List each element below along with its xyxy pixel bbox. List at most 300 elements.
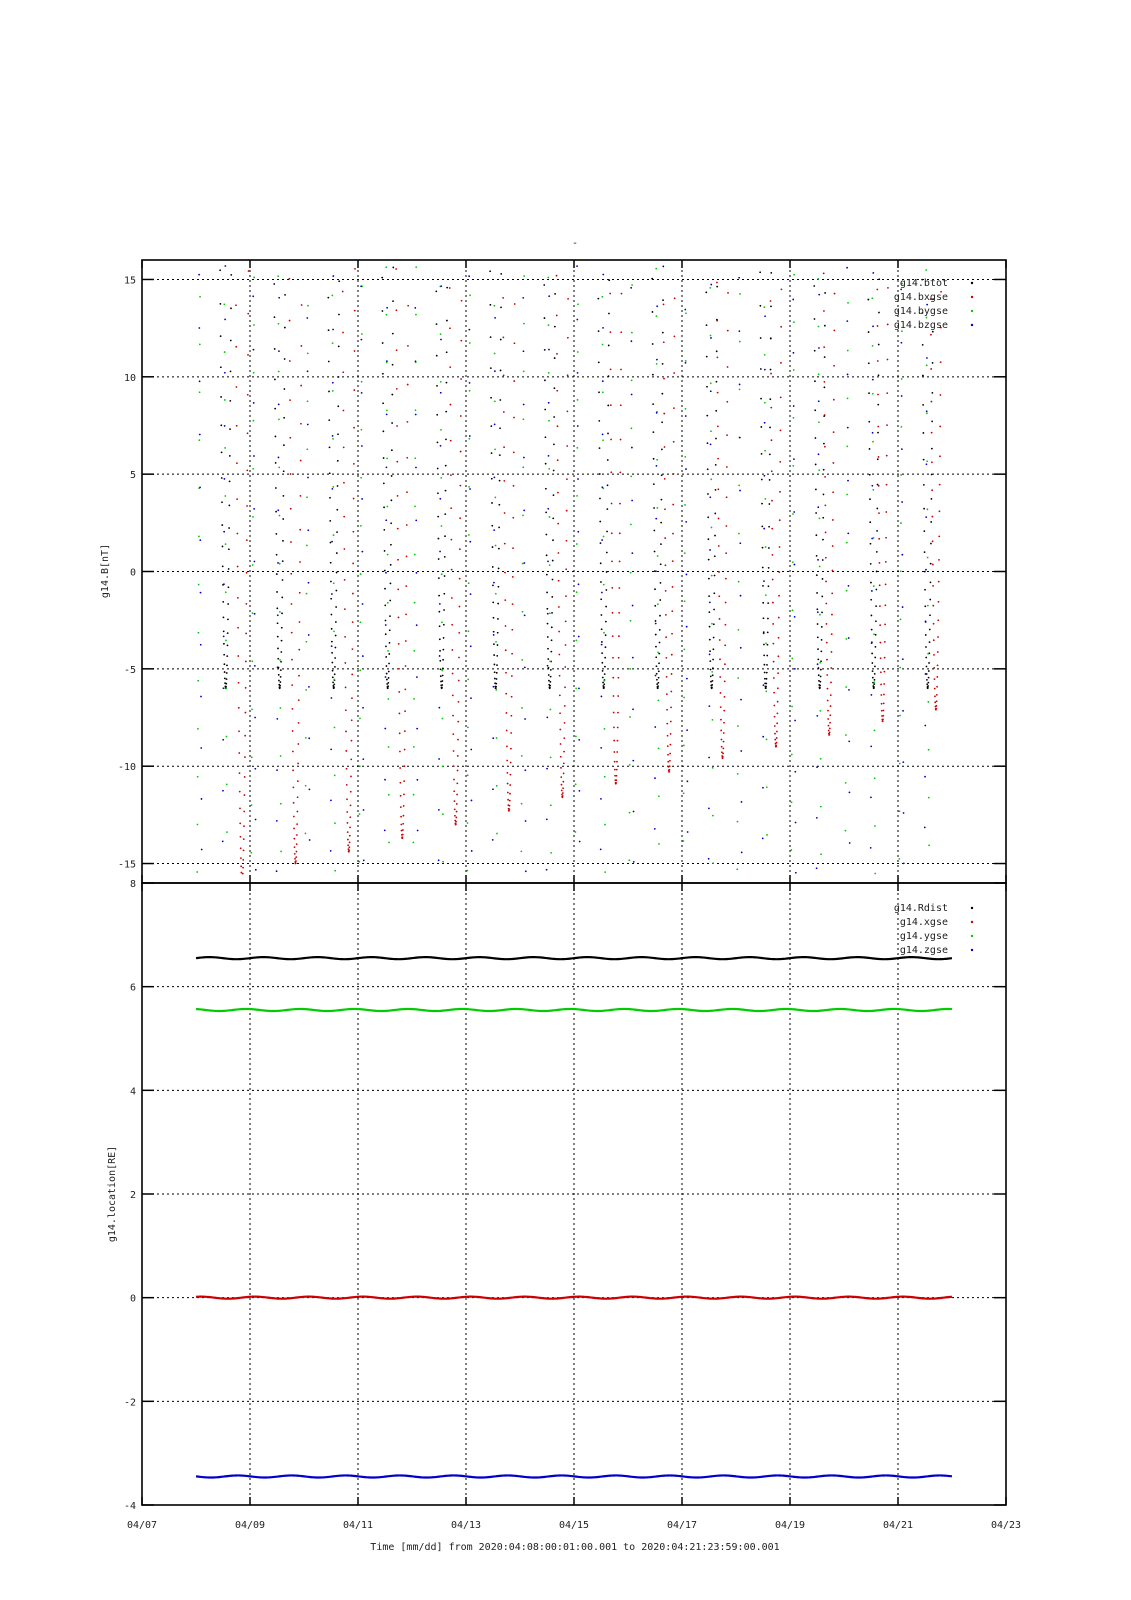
data-point xyxy=(561,790,563,792)
data-point xyxy=(793,405,795,407)
data-point xyxy=(628,859,630,861)
data-point xyxy=(290,508,292,510)
data-point xyxy=(440,339,442,341)
data-point xyxy=(927,653,929,655)
data-point xyxy=(658,843,660,845)
data-point xyxy=(604,657,606,659)
data-point xyxy=(512,547,514,549)
data-point xyxy=(344,662,346,664)
data-point xyxy=(230,340,232,342)
data-point xyxy=(773,661,775,663)
data-point xyxy=(276,554,278,556)
data-point xyxy=(511,629,513,631)
data-point xyxy=(444,513,446,515)
data-point xyxy=(598,420,600,422)
data-point xyxy=(686,780,688,782)
data-point xyxy=(823,310,825,312)
data-point xyxy=(306,545,308,547)
data-point xyxy=(337,405,339,407)
data-point xyxy=(331,488,333,490)
data-point xyxy=(446,351,448,353)
data-point xyxy=(492,788,494,790)
data-point xyxy=(672,586,674,588)
data-point xyxy=(551,639,553,641)
data-point xyxy=(389,629,391,631)
data-point xyxy=(386,665,388,667)
data-point xyxy=(224,425,226,427)
data-point xyxy=(522,466,524,468)
data-point xyxy=(403,805,405,807)
data-point xyxy=(383,483,385,485)
data-point xyxy=(884,671,886,673)
data-point xyxy=(817,611,819,613)
data-point xyxy=(817,623,819,625)
data-point xyxy=(222,739,224,741)
data-point xyxy=(552,560,554,562)
data-point xyxy=(492,566,494,568)
data-point xyxy=(669,760,671,762)
data-point xyxy=(343,516,345,518)
data-point xyxy=(443,624,445,626)
data-point xyxy=(278,467,280,469)
bottom-y-tick-label: -4 xyxy=(123,1501,136,1512)
data-point xyxy=(818,421,820,423)
data-point xyxy=(397,528,399,530)
data-point xyxy=(276,870,278,872)
data-point xyxy=(301,304,303,306)
data-point xyxy=(664,508,666,510)
data-point xyxy=(461,300,463,302)
data-point xyxy=(777,701,779,703)
data-point xyxy=(926,683,928,685)
data-point xyxy=(497,644,499,646)
data-point xyxy=(564,686,566,688)
data-point xyxy=(240,836,242,838)
data-point xyxy=(846,446,848,448)
data-point xyxy=(255,819,257,821)
bottom-y-tick-label: 0 xyxy=(129,1293,136,1305)
data-point xyxy=(899,810,901,812)
data-point xyxy=(496,785,498,787)
data-point xyxy=(925,646,927,648)
data-point xyxy=(669,765,671,767)
data-point xyxy=(818,667,820,669)
data-point xyxy=(415,414,417,416)
data-point xyxy=(412,841,414,843)
data-point xyxy=(354,268,356,270)
data-point xyxy=(711,623,713,625)
data-point xyxy=(453,779,455,781)
data-point xyxy=(667,745,669,747)
data-point xyxy=(300,460,302,462)
data-point xyxy=(722,748,724,750)
data-point xyxy=(387,685,389,687)
data-point xyxy=(558,580,560,582)
data-point xyxy=(560,767,562,769)
data-point xyxy=(770,338,772,340)
data-point xyxy=(289,399,291,401)
data-point xyxy=(280,676,282,678)
data-point xyxy=(601,296,603,298)
data-point xyxy=(817,278,819,280)
data-point xyxy=(608,279,610,281)
data-point xyxy=(933,623,935,625)
data-point xyxy=(305,689,307,691)
data-point xyxy=(875,646,877,648)
data-point xyxy=(657,687,659,689)
series-g14.btot xyxy=(219,266,934,690)
data-point xyxy=(710,390,712,392)
data-point xyxy=(281,640,283,642)
data-point xyxy=(295,862,297,864)
data-point xyxy=(247,354,249,356)
data-point xyxy=(238,730,240,732)
data-point xyxy=(226,736,228,738)
data-point xyxy=(619,561,621,563)
data-point xyxy=(225,640,227,642)
data-point xyxy=(671,654,673,656)
data-point xyxy=(403,815,405,817)
data-point xyxy=(824,446,826,448)
data-point xyxy=(654,726,656,728)
data-point xyxy=(345,709,347,711)
data-point xyxy=(235,304,237,306)
data-point xyxy=(359,765,361,767)
data-point xyxy=(346,798,348,800)
data-point xyxy=(345,731,347,733)
data-point xyxy=(871,662,873,664)
data-point xyxy=(351,740,353,742)
data-point xyxy=(550,804,552,806)
data-point xyxy=(617,712,619,714)
data-point xyxy=(414,554,416,556)
data-point xyxy=(616,751,618,753)
data-point xyxy=(525,870,527,872)
data-point xyxy=(504,512,506,514)
data-point xyxy=(350,776,352,778)
data-point xyxy=(221,451,223,453)
data-point xyxy=(332,390,334,392)
data-point xyxy=(221,524,223,526)
data-point xyxy=(901,501,903,503)
data-point xyxy=(300,345,302,347)
data-point xyxy=(254,665,256,667)
data-point xyxy=(885,561,887,563)
data-point xyxy=(452,694,454,696)
data-point xyxy=(352,593,354,595)
data-point xyxy=(686,678,688,680)
data-point xyxy=(658,677,660,679)
data-point xyxy=(558,606,560,608)
data-point xyxy=(549,685,551,687)
data-point xyxy=(848,740,850,742)
data-point xyxy=(557,492,559,494)
data-point xyxy=(361,551,363,553)
data-point xyxy=(778,637,780,639)
data-point xyxy=(657,651,659,653)
data-point xyxy=(875,634,877,636)
data-point xyxy=(246,505,248,507)
data-point xyxy=(605,606,607,608)
data-point xyxy=(832,545,834,547)
data-point xyxy=(502,297,504,299)
data-point xyxy=(575,688,577,690)
data-point xyxy=(932,331,934,333)
data-point xyxy=(388,746,390,748)
data-point xyxy=(656,673,658,675)
data-point xyxy=(505,672,507,674)
data-point xyxy=(439,655,441,657)
data-point xyxy=(308,737,310,739)
data-point xyxy=(620,404,622,406)
data-point xyxy=(823,346,825,348)
data-point xyxy=(712,680,714,682)
data-point xyxy=(615,782,617,784)
data-point xyxy=(877,360,879,362)
data-point xyxy=(657,685,659,687)
legend-label: g14.Rdist xyxy=(893,903,948,914)
data-point xyxy=(396,461,398,463)
data-point xyxy=(883,710,885,712)
data-point xyxy=(252,295,254,297)
data-point xyxy=(438,577,440,579)
data-point xyxy=(824,356,826,358)
data-point xyxy=(307,400,309,402)
data-point xyxy=(450,507,452,509)
data-point xyxy=(793,274,795,276)
data-point xyxy=(683,697,685,699)
data-point xyxy=(578,739,580,741)
data-point xyxy=(404,730,406,732)
data-point xyxy=(548,402,550,404)
data-point xyxy=(708,705,710,707)
data-point xyxy=(332,676,334,678)
data-point xyxy=(566,510,568,512)
data-point xyxy=(347,839,349,841)
data-point xyxy=(764,422,766,424)
legend-marker xyxy=(971,949,973,951)
data-point xyxy=(223,531,225,533)
data-point xyxy=(494,423,496,425)
data-point xyxy=(307,529,309,531)
data-point xyxy=(331,697,333,699)
data-point xyxy=(331,652,333,654)
x-tick-label: 04/11 xyxy=(342,1520,374,1531)
data-point xyxy=(352,621,354,623)
data-point xyxy=(925,569,927,571)
data-point xyxy=(790,849,792,851)
data-point xyxy=(385,266,387,268)
data-point xyxy=(277,636,279,638)
data-point xyxy=(279,707,281,709)
data-point xyxy=(547,665,549,667)
data-point xyxy=(346,784,348,786)
data-point xyxy=(442,649,444,651)
data-point xyxy=(673,441,675,443)
data-point xyxy=(567,374,569,376)
data-point xyxy=(656,315,658,317)
data-point xyxy=(382,342,384,344)
data-point xyxy=(902,710,904,712)
data-point xyxy=(386,506,388,508)
data-point xyxy=(577,425,579,427)
data-point xyxy=(931,516,933,518)
data-point xyxy=(503,375,505,377)
data-point xyxy=(769,453,771,455)
data-point xyxy=(221,477,223,479)
data-point xyxy=(252,468,254,470)
data-point xyxy=(522,611,524,613)
data-point xyxy=(550,676,552,678)
data-point xyxy=(606,508,608,510)
data-point xyxy=(791,754,793,756)
data-point xyxy=(658,662,660,664)
data-point xyxy=(237,627,239,629)
data-point xyxy=(900,618,902,620)
data-point xyxy=(441,525,443,527)
data-point xyxy=(283,495,285,497)
data-point xyxy=(346,768,348,770)
data-point xyxy=(277,275,279,277)
data-point xyxy=(284,358,286,360)
data-point xyxy=(307,370,309,372)
data-point xyxy=(236,498,238,500)
data-point xyxy=(820,660,822,662)
data-point xyxy=(439,638,441,640)
data-point xyxy=(455,823,457,825)
data-point xyxy=(846,494,848,496)
series-line-g14.Rdist xyxy=(196,957,952,959)
data-point xyxy=(385,620,387,622)
data-point xyxy=(576,543,578,545)
legend-marker xyxy=(971,935,973,937)
data-point xyxy=(349,826,351,828)
data-point xyxy=(442,680,444,682)
data-point xyxy=(245,661,247,663)
data-point xyxy=(331,541,333,543)
data-point xyxy=(937,651,939,653)
data-point xyxy=(717,488,719,490)
data-point xyxy=(557,459,559,461)
data-point xyxy=(602,433,604,435)
data-point xyxy=(454,800,456,802)
data-point xyxy=(924,605,926,607)
data-point xyxy=(901,378,903,380)
data-point xyxy=(521,707,523,709)
data-point xyxy=(878,456,880,458)
data-point xyxy=(934,678,936,680)
data-point xyxy=(282,518,284,520)
data-point xyxy=(278,419,280,421)
data-point xyxy=(846,267,848,269)
data-point xyxy=(662,266,664,268)
data-point xyxy=(498,586,500,588)
data-point xyxy=(279,515,281,517)
data-point xyxy=(724,663,726,665)
data-point xyxy=(226,831,228,833)
data-point xyxy=(684,456,686,458)
data-point xyxy=(831,592,833,594)
data-point xyxy=(879,642,881,644)
data-point xyxy=(280,803,282,805)
data-point xyxy=(602,380,604,382)
data-point xyxy=(719,676,721,678)
data-point xyxy=(717,458,719,460)
data-point xyxy=(817,658,819,660)
data-point xyxy=(332,342,334,344)
data-point xyxy=(719,639,721,641)
legend-label: g14.btot xyxy=(899,278,948,289)
data-point xyxy=(901,395,903,397)
data-point xyxy=(547,623,549,625)
data-point xyxy=(884,624,886,626)
data-point xyxy=(767,618,769,620)
data-point xyxy=(737,677,739,679)
data-point xyxy=(386,679,388,681)
data-point xyxy=(816,592,818,594)
data-point xyxy=(923,484,925,486)
data-point xyxy=(523,562,525,564)
data-point xyxy=(230,274,232,276)
data-point xyxy=(223,643,225,645)
data-point xyxy=(521,659,523,661)
data-point xyxy=(522,563,524,565)
data-point xyxy=(468,438,470,440)
data-point xyxy=(305,641,307,643)
data-point xyxy=(254,613,256,615)
data-point xyxy=(922,344,924,346)
data-point xyxy=(765,686,767,688)
data-point xyxy=(768,585,770,587)
data-point xyxy=(602,344,604,346)
data-point xyxy=(600,581,602,583)
data-point xyxy=(826,642,828,644)
data-point xyxy=(499,427,501,429)
data-point xyxy=(406,555,408,557)
data-point xyxy=(224,319,226,321)
data-point xyxy=(607,484,609,486)
data-point xyxy=(831,614,833,616)
data-point xyxy=(384,588,386,590)
data-point xyxy=(776,722,778,724)
data-point xyxy=(406,491,408,493)
data-point xyxy=(502,336,504,338)
data-point xyxy=(416,572,418,574)
data-point xyxy=(400,816,402,818)
data-point xyxy=(715,464,717,466)
data-point xyxy=(794,720,796,722)
data-point xyxy=(772,554,774,556)
data-point xyxy=(467,822,469,824)
data-point xyxy=(554,357,556,359)
data-point xyxy=(298,675,300,677)
data-point xyxy=(620,439,622,441)
data-point xyxy=(924,776,926,778)
data-point xyxy=(386,457,388,459)
data-point xyxy=(932,605,934,607)
data-point xyxy=(438,558,440,560)
data-point xyxy=(386,673,388,675)
data-point xyxy=(882,715,884,717)
data-point xyxy=(792,513,794,515)
data-point xyxy=(926,463,928,465)
data-point xyxy=(499,399,501,401)
data-point xyxy=(848,689,850,691)
data-point xyxy=(924,571,926,573)
data-point xyxy=(629,764,631,766)
data-point xyxy=(874,657,876,659)
data-point xyxy=(710,335,712,337)
